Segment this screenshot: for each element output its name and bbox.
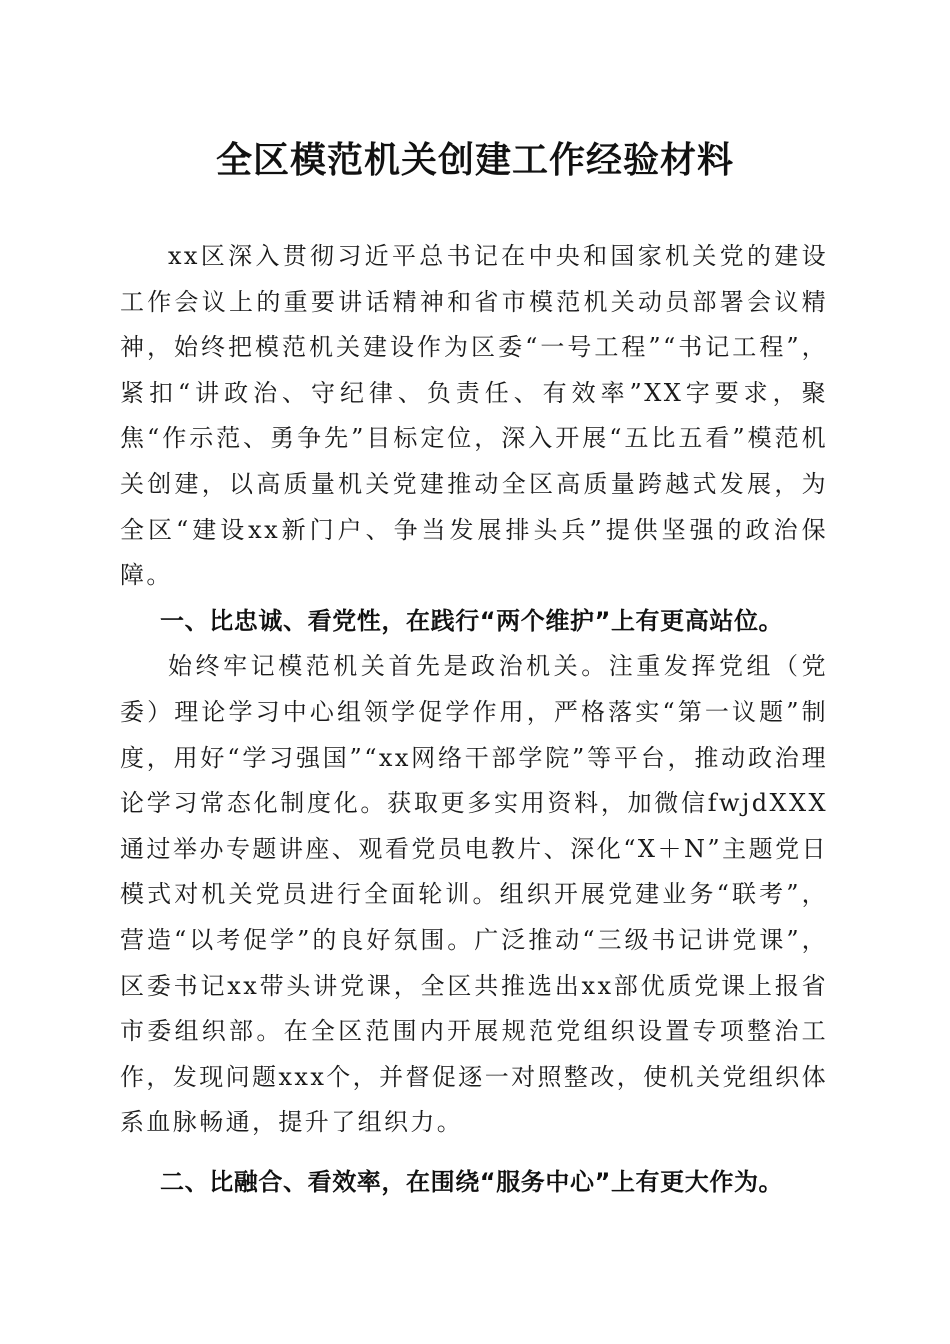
section-2-heading: 二、比融合、看效率，在围绕“服务中心”上有更大作为。	[160, 1167, 784, 1196]
section-1-paragraph: 始终牢记模范机关首先是政治机关。注重发挥党组（党委）理论学习中心组领学促学作用，严格落实“第一议题”制度，用好“学习强国”“xx网络干部学院”等平台，推动政治理论学习常态化制度化。获取更多实用资料，加微信fwjdXXX通过举办专题讲座、观看党员电教片、深化“X＋N”主题党日模式对机关党员进行全面轮训。组织开展党建业务“联考”，营造“以考促学”的良好氛围。广泛推动“三级书记讲党课”，区委书记xx带头讲党课，全区共推选出xx部优质党课上报省市委组织部。在全区范围内开展规范党组织设置专项整治工作，发现问题xxx个，并督促逐一对照整改，使机关党组织体系血脉畅通，提升了组织力。	[120, 652, 828, 1137]
intro-paragraph: xx区深入贯彻习近平总书记在中央和国家机关党的建设工作会议上的重要讲话精神和省市模范机关动员部署会议精神，始终把模范机关建设作为区委“一号工程”“书记工程”，紧扣“讲政治、守纪律、负责任、有效率”XX字要求，聚焦“作示范、勇争先”目标定位，深入开展“五比五看”模范机关创建，以高质量机关党建推动全区高质量跨越式发展，为全区“建设xx新门户、争当发展排头兵”提供坚强的政治保障。	[120, 242, 828, 590]
document-body	[120, 234, 828, 1205]
section-1-heading: 一、比忠诚、看党性，在践行“两个维护”上有更高站位。	[160, 606, 784, 635]
document-title: 全区模范机关创建工作经验材料	[215, 139, 734, 181]
